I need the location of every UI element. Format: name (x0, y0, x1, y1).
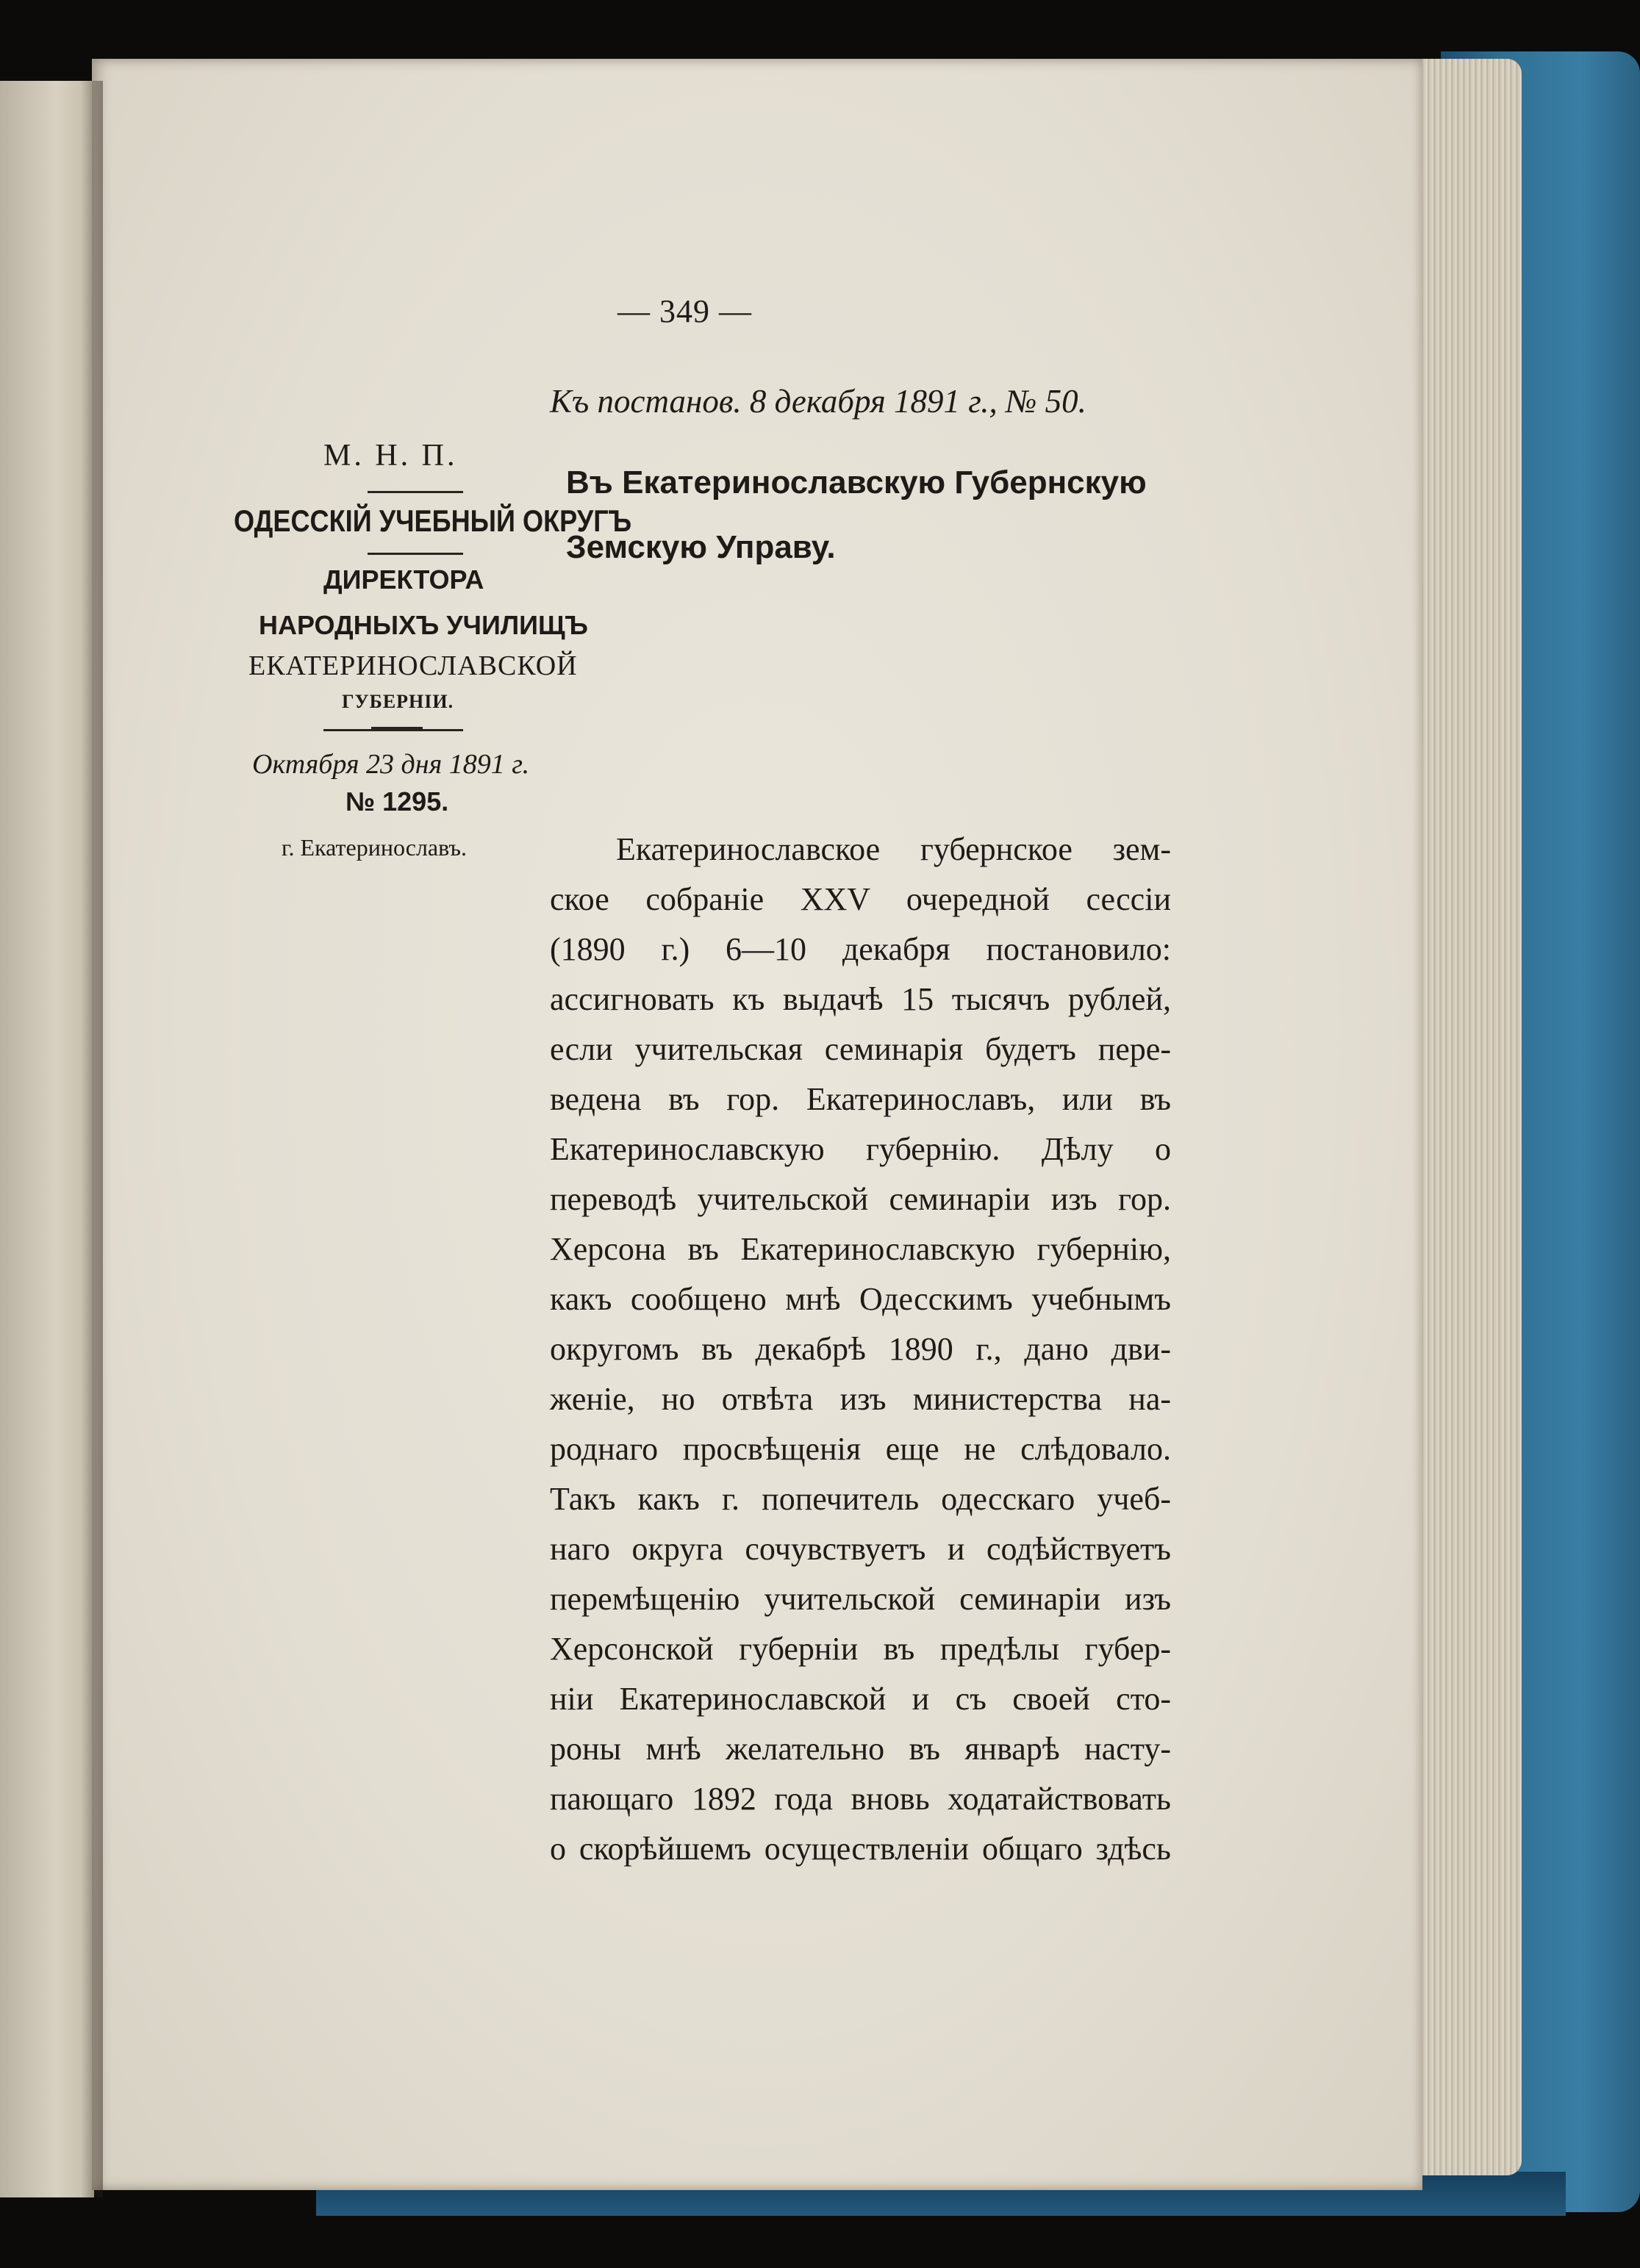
body-line: о скорѣйшемъ осуществленіи общаго здѣсь (550, 1831, 1171, 1867)
body-line: какъ сообщено мнѣ Одесскимъ учебнымъ (550, 1281, 1171, 1317)
school-district: ОДЕССКІЙ УЧЕБНЫЙ ОКРУГЪ (234, 503, 632, 538)
body-line: роднаго просвѣщенія еще не слѣдовало. (550, 1431, 1171, 1467)
body-line: Такъ какъ г. попечитель одесскаго учеб- (550, 1481, 1171, 1517)
body-line: наго округа сочувствуетъ и содѣйствуетъ (550, 1531, 1171, 1567)
letter-date: Октября 23 дня 1891 г. (252, 749, 530, 780)
body-line: ніи Екатеринославской и съ своей сто- (550, 1681, 1171, 1717)
director-title: ДИРЕКТОРА (323, 564, 484, 595)
divider (368, 491, 463, 493)
ministry-abbreviation: М. Н. П. (323, 439, 458, 473)
body-line: Екатеринославскую губернію. Дѣлу о (550, 1131, 1171, 1167)
page-number: — 349 — (617, 293, 752, 329)
addressee-line: Земскую Управу. (566, 529, 836, 565)
body-text (550, 825, 1171, 1874)
body-line: Херсонской губерніи въ предѣлы губер- (550, 1631, 1171, 1667)
body-line: ассигновать къ выдачѣ 15 тысячъ рублей, (550, 981, 1171, 1017)
body-line: женіе, но отвѣта изъ министерства на- (550, 1381, 1171, 1417)
body-line: переводѣ учительской семинаріи изъ гор. (550, 1181, 1171, 1217)
body-line: округомъ въ декабрѣ 1890 г., дано дви- (550, 1331, 1171, 1367)
body-line: если учительская семинарія будетъ пере- (550, 1031, 1171, 1067)
body-line: Херсона въ Екатеринославскую губернію, (550, 1231, 1171, 1267)
divider-accent (371, 727, 423, 731)
body-line: ведена въ гор. Екатеринославъ, или въ (550, 1081, 1171, 1117)
body-line: перемѣщенію учительской семинаріи изъ (550, 1581, 1171, 1617)
letter-city: г. Екатеринославъ. (282, 834, 467, 861)
addressee-line: Въ Екатеринославскую Губернскую (566, 464, 1147, 500)
body-line: Екатеринославское губернское зем- (616, 831, 1171, 867)
letter-number: № 1295. (345, 786, 449, 817)
body-line: (1890 г.) 6—10 декабря постановило: (550, 931, 1171, 967)
body-line: ское собраніе XXV очередной сессіи (550, 881, 1171, 917)
body-line: роны мнѣ желательно въ январѣ насту- (550, 1731, 1171, 1767)
body-line: пающаго 1892 года вновь ходатайствовать (550, 1781, 1171, 1817)
schools-title: НАРОДНЫХЪ УЧИЛИЩЪ (259, 610, 588, 640)
gubernia-label: ГУБЕРНІИ. (342, 691, 454, 712)
left-page-edge (0, 81, 94, 2197)
divider (368, 553, 463, 555)
resolution-reference: Къ постанов. 8 декабря 1891 г., № 50. (550, 383, 1086, 420)
province-name: ЕКАТЕРИНОСЛАВСКОЙ (248, 650, 578, 681)
gutter-shadow (81, 81, 103, 2197)
